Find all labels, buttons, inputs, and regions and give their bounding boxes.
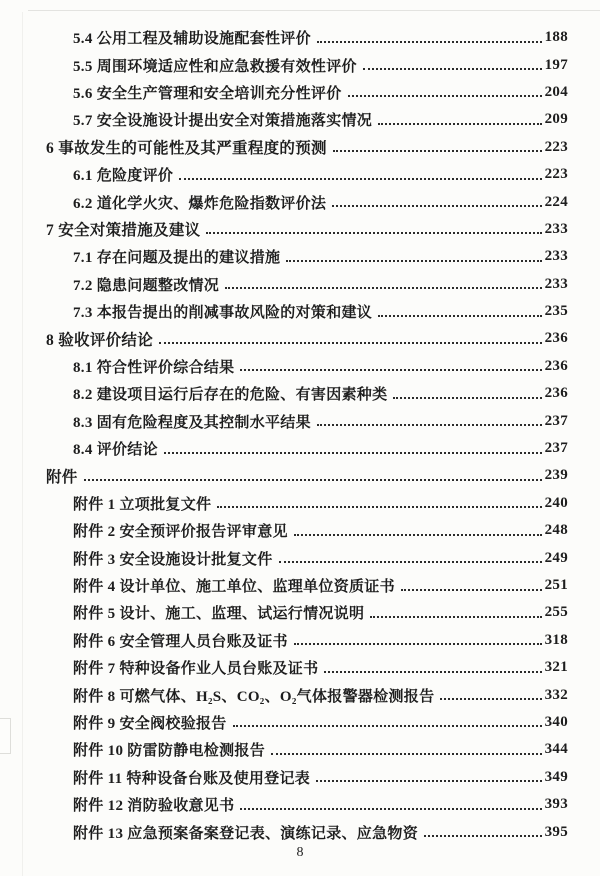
toc-entry <box>46 462 568 489</box>
toc-entry <box>46 407 568 434</box>
toc-entry-label: 5.5 周围环境适应性和应急救援有效性评价 <box>73 58 357 75</box>
toc-entry-page: 318 <box>544 631 568 648</box>
toc-entry-page: 395 <box>544 823 568 840</box>
toc-entry <box>46 764 568 791</box>
dotted-leader <box>286 260 541 262</box>
toc-entry-page: 233 <box>544 220 568 237</box>
dotted-leader <box>233 725 542 727</box>
toc-entry-label: 8.3 固有危险程度及其控制水平结果 <box>73 414 311 431</box>
page-number: 8 <box>296 845 304 860</box>
toc-entry-page: 249 <box>544 549 568 566</box>
toc-entry-label: 附件 1 立项批复文件 <box>73 496 212 513</box>
toc-entry-page: 255 <box>544 604 568 621</box>
toc-entry <box>46 161 568 188</box>
toc-entry-page: 236 <box>544 385 568 402</box>
dotted-leader <box>370 616 541 618</box>
toc-entry <box>46 627 568 654</box>
toc-entry <box>46 681 568 708</box>
dotted-leader <box>317 424 542 426</box>
dotted-leader <box>240 808 541 810</box>
toc-list <box>46 24 568 846</box>
toc-entry-label: 附件 4 设计单位、施工单位、监理单位资质证书 <box>73 579 395 595</box>
toc-entry-label: 附件 8 可燃气体、H₂S、CO₂、O₂气体报警器检测报告 <box>73 688 435 705</box>
toc-entry-label: 5.6 安全生产管理和安全培训充分性评价 <box>73 85 342 102</box>
dotted-leader <box>363 68 542 70</box>
toc-entry <box>46 271 568 298</box>
toc-entry-label: 附件 12 消防验收意见书 <box>73 798 235 815</box>
dotted-leader <box>317 41 542 43</box>
toc-entry-label: 8 验收评价结论 <box>46 331 154 349</box>
toc-entry-page: 204 <box>544 83 568 100</box>
dotted-leader <box>271 753 542 755</box>
dotted-leader <box>179 178 541 180</box>
toc-entry-page: 237 <box>544 440 568 457</box>
dotted-leader <box>159 342 542 344</box>
toc-entry <box>46 490 568 517</box>
toc-entry-label: 附件 <box>46 468 78 486</box>
toc-entry-page: 237 <box>544 412 568 429</box>
toc-entry-page: 239 <box>544 467 568 484</box>
toc-entry <box>46 24 568 51</box>
toc-entry-label: 7.2 隐患问题整改情况 <box>73 277 220 294</box>
dotted-leader <box>324 671 541 673</box>
toc-entry-page: 235 <box>544 303 568 320</box>
dotted-leader <box>294 534 542 536</box>
toc-entry <box>46 818 568 845</box>
toc-entry <box>46 298 568 325</box>
dotted-leader <box>348 95 542 97</box>
toc-entry-page: 251 <box>544 577 568 593</box>
toc-entry-page: 236 <box>544 357 568 374</box>
toc-entry-page: 197 <box>544 56 568 73</box>
toc-entry-page: 188 <box>544 29 568 46</box>
toc-entry <box>46 216 568 243</box>
dotted-leader <box>333 150 542 152</box>
toc-entry-label: 附件 11 特种设备台账及使用登记表 <box>73 770 311 787</box>
toc-entry-label: 附件 7 特种设备作业人员台账及证书 <box>73 661 319 678</box>
dotted-leader <box>240 369 541 371</box>
toc-entry-page: 209 <box>544 111 568 128</box>
toc-entry-page: 223 <box>544 138 568 155</box>
dotted-leader <box>164 452 542 454</box>
toc-entry-label: 附件 10 防雷防静电检测报告 <box>73 743 266 760</box>
toc-entry-label: 附件 2 安全预评价报告评审意见 <box>73 524 288 541</box>
toc-entry-page: 224 <box>544 193 568 210</box>
toc-entry-page: 349 <box>544 768 568 785</box>
toc-entry-label: 附件 9 安全阀校验报告 <box>73 715 227 732</box>
toc-entry-label: 8.1 符合性评价综合结果 <box>73 359 235 376</box>
toc-entry <box>46 325 568 352</box>
toc-entry-label: 7.1 存在问题及提出的建议措施 <box>73 250 281 267</box>
toc-entry <box>46 709 568 736</box>
dotted-leader <box>393 397 541 399</box>
toc-entry-label: 7 安全对策措施及建议 <box>46 222 201 240</box>
dotted-leader <box>279 561 542 563</box>
toc-entry-label: 附件 5 设计、施工、监理、试运行情况说明 <box>73 606 365 623</box>
toc-entry-label: 8.4 评价结论 <box>73 442 158 459</box>
toc-entry <box>46 736 568 763</box>
toc-entry-page: 332 <box>544 686 568 703</box>
dotted-leader <box>316 780 542 782</box>
dotted-leader <box>225 287 541 289</box>
toc-entry-page: 340 <box>544 713 568 730</box>
toc-entry-label: 6.1 危险度评价 <box>73 168 174 185</box>
toc-entry <box>46 544 568 571</box>
scan-artifact-top-line <box>28 10 600 11</box>
dotted-leader <box>294 643 542 645</box>
dotted-leader <box>217 506 541 508</box>
dotted-leader <box>378 123 541 125</box>
toc-entry <box>46 353 568 380</box>
dotted-leader <box>378 315 541 317</box>
dotted-leader <box>332 205 541 207</box>
toc-entry-page: 393 <box>544 796 568 813</box>
scan-artifact-notch <box>0 718 11 754</box>
toc-entry <box>46 243 568 270</box>
toc-entry-page: 321 <box>544 659 568 676</box>
dotted-leader <box>84 479 542 481</box>
toc-entry <box>46 188 568 215</box>
toc-entry-page: 236 <box>544 330 568 347</box>
toc-entry <box>46 106 568 133</box>
dotted-leader <box>206 232 541 234</box>
toc-entry-label: 6 事故发生的可能性及其严重程度的预测 <box>46 140 327 158</box>
toc-entry-label: 7.3 本报告提出的削减事故风险的对策和建议 <box>73 305 373 322</box>
toc-entry <box>46 134 568 161</box>
toc-entry-page: 248 <box>544 522 568 539</box>
toc-entry <box>46 654 568 681</box>
toc-entry-label: 8.2 建设项目运行后存在的危险、有害因素种类 <box>73 387 388 404</box>
toc-entry <box>46 791 568 818</box>
toc-entry-page: 233 <box>544 275 568 292</box>
toc-entry <box>46 435 568 462</box>
toc-entry-label: 5.7 安全设施设计提出安全对策措施落实情况 <box>73 113 373 130</box>
toc-entry-page: 233 <box>544 248 568 265</box>
toc-entry-label: 附件 6 安全管理人员台账及证书 <box>73 633 288 650</box>
toc-entry <box>46 517 568 544</box>
toc-entry-label: 5.4 公用工程及辅助设施配套性评价 <box>73 31 311 48</box>
dotted-leader <box>401 589 542 591</box>
toc-entry-page: 223 <box>544 166 568 183</box>
toc-entry <box>46 51 568 78</box>
toc-entry-label: 附件 13 应急预案备案登记表、演练记录、应急物资 <box>73 825 419 842</box>
toc-entry-page: 344 <box>544 741 568 758</box>
toc-entry <box>46 572 568 599</box>
toc-entry <box>46 79 568 106</box>
toc-entry <box>46 380 568 407</box>
dotted-leader <box>440 698 541 700</box>
toc-entry-label: 附件 3 安全设施设计批复文件 <box>73 551 273 568</box>
scan-artifact-left-edge <box>22 12 23 876</box>
toc-entry-label: 6.2 道化学火灾、爆炸危险指数评价法 <box>73 195 327 212</box>
toc-entry-page: 240 <box>544 494 568 511</box>
dotted-leader <box>424 835 542 837</box>
toc-entry <box>46 599 568 626</box>
